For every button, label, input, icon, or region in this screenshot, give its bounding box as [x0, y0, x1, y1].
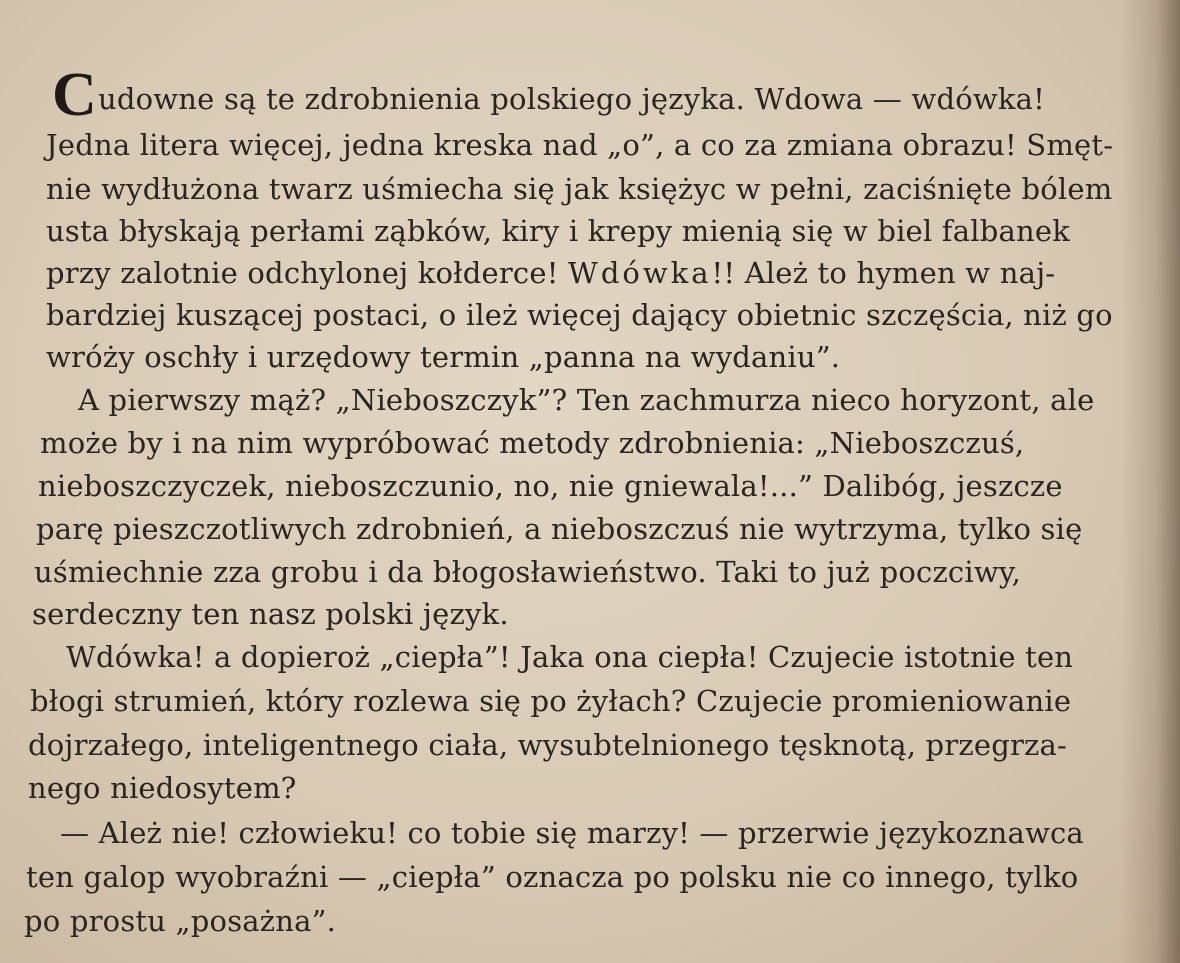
text-line: — Ależ nie! człowieku! co tobie się marzy! — przerwie językoznawca — [60, 816, 1084, 850]
text-line: serdeczny ten nasz polski język. — [32, 597, 509, 631]
text-line: nego niedosytem? — [28, 771, 297, 805]
text-line: Jedna litera więcej, jedna kreska nad „o”, a co za zmiana obrazu! Smęt- — [46, 128, 1114, 162]
text-line: Wdówka! a dopieroż „ciepła”! Jaka ona ciepła! Czujecie istotnie ten — [66, 640, 1074, 674]
text-line: nie wydłużona twarz uśmiecha się jak księżyc w pełni, zaciśnięte bólem — [46, 172, 1113, 206]
text-line: błogi strumień, który rozlewa się po żyłach? Czujecie promieniowanie — [30, 684, 1072, 718]
text-line: uśmiechnie zza grobu i da błogosławieństwo. Taki to już poczciwy, — [34, 555, 1022, 589]
text-line: usta błyskają perłami ząbków, kiry i krepy mienią się w biel falbanek — [46, 214, 1070, 248]
emphasized-word: Wdówka — [568, 256, 712, 290]
text-line: wróży oschły i urzędowy termin „panna na wydaniu”. — [46, 340, 841, 374]
text-line: bardziej kuszącej postaci, o ileż więcej dający obietnic szczęścia, niż go — [46, 298, 1113, 332]
text-line: dojrzałego, inteligentnego ciała, wysubtelnionego tęsknotą, przegrza- — [28, 728, 1068, 762]
text-line: po prostu „posażna”. — [24, 904, 337, 938]
drop-cap: C — [52, 61, 97, 129]
text-line: nieboszczyczek, nieboszczunio, no, nie gniewala!...” Dalibóg, jeszcze — [38, 469, 1063, 503]
text-line: A pierwszy mąż? „Nieboszczyk”? Ten zachmurza nieco horyzont, ale — [78, 383, 1095, 417]
text-line: ten galop wyobraźni — „ciepła” oznacza po polsku nie co innego, tylko — [26, 860, 1079, 894]
text-line: może by i na nim wypróbować metody zdrobnienia: „Nieboszczuś, — [40, 426, 1025, 460]
page-shadow — [1120, 0, 1180, 963]
text-line: Cudowne są te zdrobnienia polskiego języka. Wdowa — wdówka! — [52, 61, 1046, 129]
text-line: parę pieszczotliwych zdrobnień, a nieboszczuś nie wytrzyma, tylko się — [36, 512, 1083, 546]
text-line: przy zalotnie odchylonej kołderce! Wdówka!! Ależ to hymen w naj- — [46, 256, 1056, 290]
